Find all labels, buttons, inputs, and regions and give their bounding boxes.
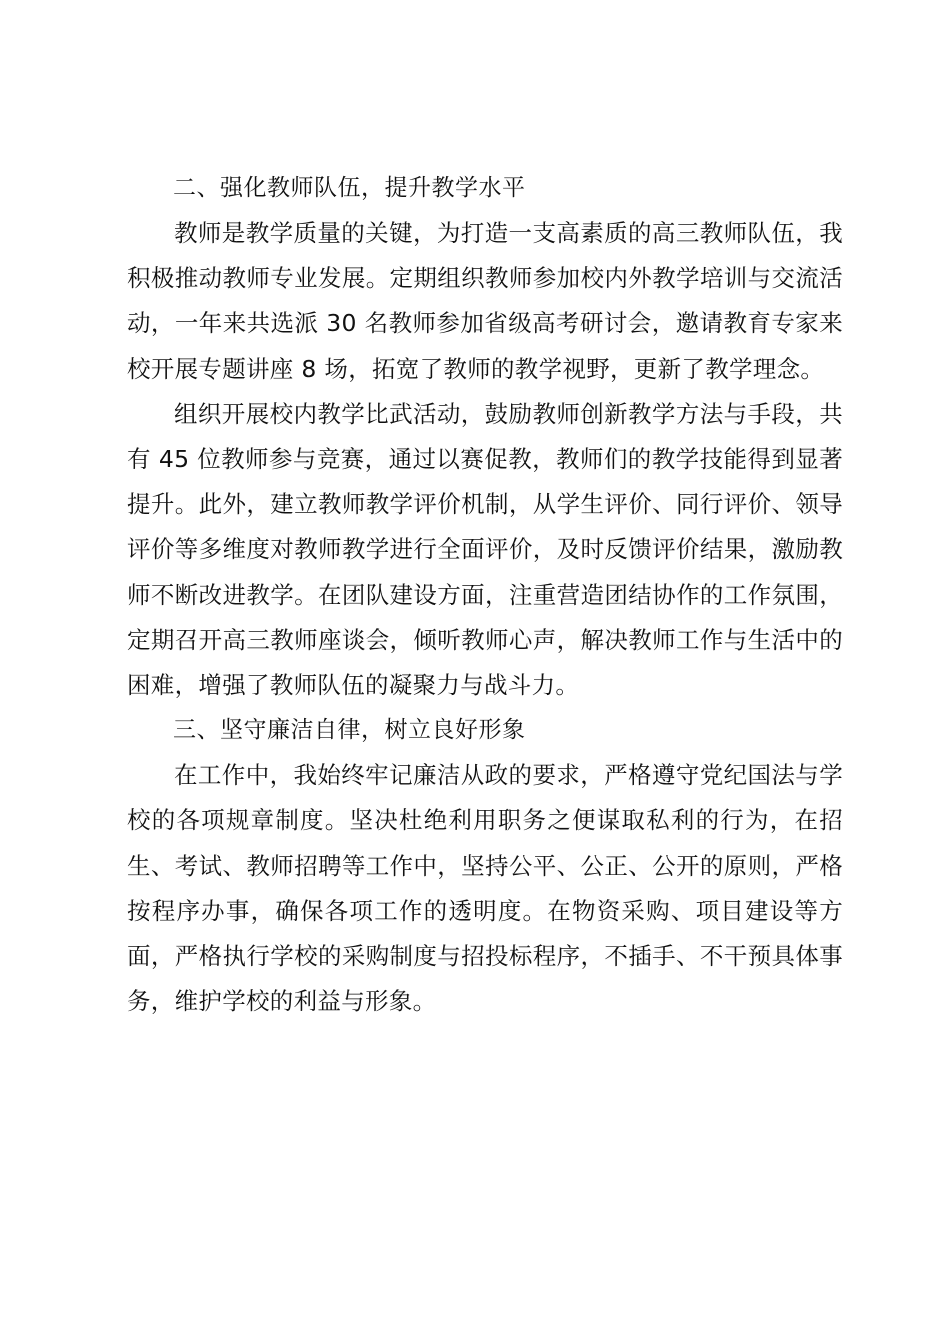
paragraph-teacher-development: 教师是教学质量的关键，为打造一支高素质的高三教师队伍，我积极推动教师专业发展。定期组织教师参加校内外教学培训与交流活动，一年来共选派 30 名教师参加省级高考研讨会，邀请教育专家来校开展专题讲座 8 场，拓宽了教师的教学视野，更新了教学理念。 xyxy=(127,219,843,383)
paragraph-integrity: 在工作中，我始终牢记廉洁从政的要求，严格遵守党纪国法与学校的各项规章制度。坚决杜绝利用职务之便谋取私利的行为，在招生、考试、教师招聘等工作中，坚持公平、公正、公开的原则，严格按程序办事，确保各项工作的透明度。在物资采购、项目建设等方面，严格执行学校的采购制度与招投标程序，不插手、不干预具体事务，维护学校的利益与形象。 xyxy=(127,761,843,1016)
section-heading-teachers: 二、强化教师队伍，提升教学水平 xyxy=(173,175,526,201)
document-body xyxy=(127,166,843,1024)
section-heading-integrity: 三、坚守廉洁自律，树立良好形象 xyxy=(173,717,526,744)
paragraph-teaching-competition: 组织开展校内教学比武活动，鼓励教师创新教学方法与手段，共有 45 位教师参与竞赛，通过以赛促教，教师们的教学技能得到显著提升。此外，建立教师教学评价机制，从学生评价、同行评价、领导评价等多维度对教师教学进行全面评价，及时反馈评价结果，激励教师不断改进教学。在团队建设方面，注重营造团结协作的工作氛围，定期召开高三教师座谈会，倾听教师心声，解决教师工作与生活中的困难，增强了教师队伍的凝聚力与战斗力。 xyxy=(127,399,843,700)
